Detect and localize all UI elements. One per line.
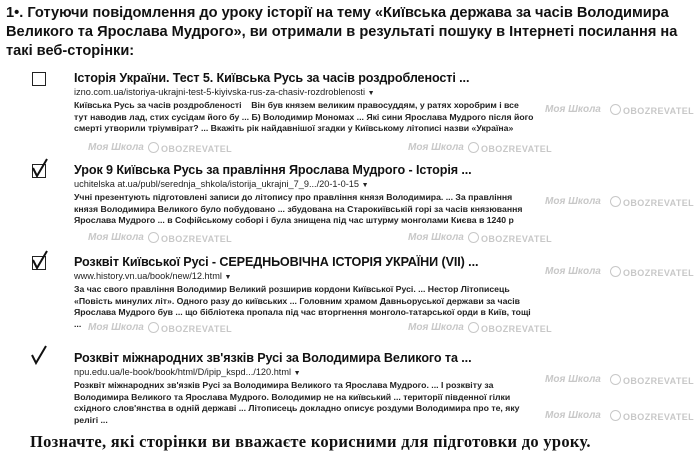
obozrevatel-logo-icon (148, 142, 159, 153)
watermark-moya-shkola: Моя Школа (408, 322, 464, 333)
watermark-obozrevatel: OBOZREVATEL (468, 322, 552, 334)
result-title-1[interactable]: Історія України. Тест 5. Київська Русь за часів роздробленості ... (74, 71, 470, 85)
watermark-obozrevatel: OBOZREVATEL (610, 410, 694, 422)
result-snippet-4: Розквіт міжнародних зв'язків Русі за Володимира Великого та Ярослава Мудрого. ... І розквіту за Володимира Великого та Ярослава Мудрого. Володимир не на київський ... території південної гілки східного слов'янства в одній державі ... Літописець докладно описує роздуми Володимира про те, яку релігі ... (74, 380, 520, 425)
obozrevatel-logo-icon (610, 410, 621, 421)
result-url-1 (74, 87, 375, 97)
obozrevatel-logo-icon (610, 196, 621, 207)
result-url-text-1: izno.com.ua/istoriya-ukrajni-test-5-kiyivska-rus-za-chasiv-rozdroblenosti (74, 87, 366, 97)
result-url-4 (74, 367, 301, 377)
watermark-obozrevatel: OBOZREVATEL (148, 232, 232, 244)
result-url-text-3: www.history.vn.ua/book/new/12.html (74, 271, 222, 281)
watermark-obozrevatel: OBOZREVATEL (148, 322, 232, 334)
obozrevatel-logo-icon (148, 232, 159, 243)
result-url-3 (74, 271, 231, 281)
watermark-moya-shkola: Моя Школа (88, 232, 144, 243)
checkmark-icon (31, 159, 49, 179)
watermark-obozrevatel: OBOZREVATEL (468, 142, 552, 154)
footer-instruction: Позначте, які сторінки ви вважаєте корисними для підготовки до уроку. (30, 432, 591, 451)
watermark-obozrevatel: OBOZREVATEL (610, 104, 694, 116)
dropdown-arrow-icon[interactable]: ▼ (224, 274, 232, 281)
watermark-moya-shkola: Моя Школа (545, 196, 601, 207)
watermark-moya-shkola: Моя Школа (408, 232, 464, 243)
result-checkbox-1[interactable] (32, 72, 46, 86)
watermark-moya-shkola: Моя Школа (545, 374, 601, 385)
watermark-moya-shkola: Моя Школа (545, 104, 601, 115)
task-number: 1•. (6, 5, 24, 21)
obozrevatel-logo-icon (610, 374, 621, 385)
result-checkbox-3[interactable] (32, 256, 46, 270)
result-title-3[interactable]: Розквіт Київської Русі - СЕРЕДНЬОВІЧНА ІСТОРІЯ УКРАЇНИ (VII) ... (74, 255, 479, 269)
result-title-4[interactable]: Розквіт міжнародних зв'язків Русі за Володимира Великого та ... (74, 351, 472, 365)
result-url-text-4: npu.edu.ua/le-book/book/html/D/ipip_kspd.../120.html (74, 367, 292, 377)
result-snippet-1: Київська Русь за часів роздробленості Він був князем великим правосуддям, у ратях хоробрим і все тут наводив лад, стих сусідам його бу ... Б) Володимир Мономах ... Які сини Ярослава Мудрого після його смерті утворили тріумвірат? ... Вкажіть рік найдавнішої згадки у Київському літописі назви «Україна» (74, 100, 534, 134)
watermark-moya-shkola: Моя Школа (88, 142, 144, 153)
dropdown-arrow-icon[interactable]: ▼ (293, 370, 301, 377)
result-snippet-2: Учні презентують підготовлені записи до літопису про правління князя Володимира. ... За правління князя Володимира Великого було побудовано ... збудована на Старокиївській горі за часів князювання Ярослава Мудрого ... в Софійському соборі і була знищена під час штурму монголами Києва в 1240 р (74, 192, 523, 226)
watermark-obozrevatel: OBOZREVATEL (610, 374, 694, 386)
watermark-moya-shkola: Моя Школа (408, 142, 464, 153)
dropdown-arrow-icon[interactable]: ▼ (367, 90, 375, 97)
obozrevatel-logo-icon (468, 142, 479, 153)
result-snippet-3: За час свого правління Володимир Великий розширив кордони Київської Русі. ... Нестор Літописець «Повість минулих літ». Одного разу до київських ... Головним храмом Давньоруської держави за часів Ярослава Мудрого був ... що бібліотека пропала під час вторгнення монголо-татарської орди в Київ, тощі ... (74, 284, 531, 329)
watermark-moya-shkola: Моя Школа (88, 322, 144, 333)
task-statement (6, 4, 692, 61)
watermark-moya-shkola: Моя Школа (545, 410, 601, 421)
watermark-obozrevatel: OBOZREVATEL (610, 196, 694, 208)
watermark-obozrevatel: OBOZREVATEL (148, 142, 232, 154)
result-title-2[interactable]: Урок 9 Київська Русь за правління Ярослава Мудрого - Історія ... (74, 163, 472, 177)
obozrevatel-logo-icon (468, 232, 479, 243)
result-checkbox-4[interactable] (32, 352, 46, 366)
watermark-moya-shkola: Моя Школа (545, 266, 601, 277)
result-url-2 (74, 179, 369, 189)
checkmark-icon (31, 251, 49, 271)
watermark-obozrevatel: OBOZREVATEL (610, 266, 694, 278)
checkmark-icon (30, 346, 48, 366)
dropdown-arrow-icon[interactable]: ▼ (361, 182, 369, 189)
result-url-text-2: uchitelska at.ua/publ/serednja_shkola/istorija_ukrajni_7_9.../20-1-0-15 (74, 179, 359, 189)
result-checkbox-2[interactable] (32, 164, 46, 178)
task-text: Готуючи повідомлення до уроку історії на тему «Київська держава за часів Володимира Великого та Ярослава Мудрого», ви отримали в результаті пошуку в Інтернеті посилання на такі веб-сторінки: (6, 5, 678, 59)
obozrevatel-logo-icon (610, 104, 621, 115)
obozrevatel-logo-icon (610, 266, 621, 277)
watermark-obozrevatel: OBOZREVATEL (468, 232, 552, 244)
